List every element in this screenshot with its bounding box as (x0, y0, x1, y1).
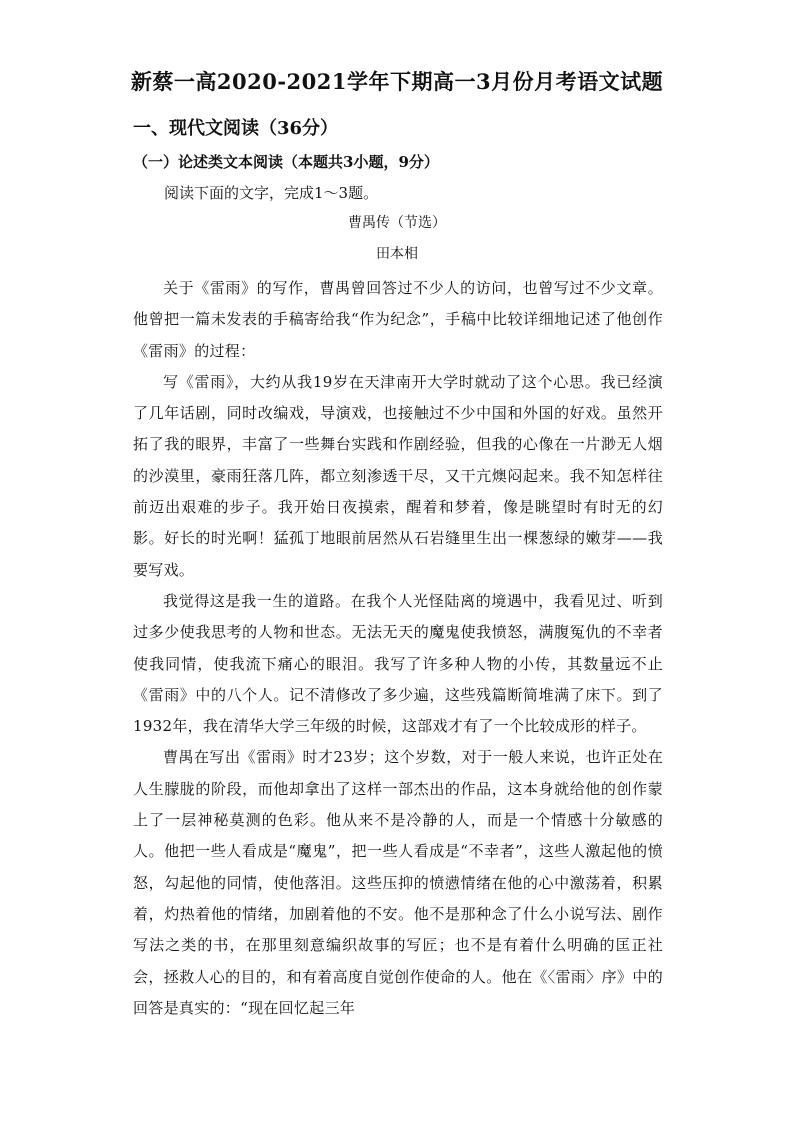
exam-title: 新蔡一高2020-2021学年下期高一3月份月考语文试题 (130, 69, 664, 94)
paragraph-3: 我觉得这是我一生的道路。在我个人光怪陆离的境遇中，我看见过、听到过多少使我思考的人物和世态。无法无天的魔鬼使我愤怒，满腹冤仇的不幸者使我同情，使我流下痛心的眼泪。我写了许多种人物的小传，其数量远不止《雷雨》中的八个人。记不清修改了多少遍，这些残篇断简堆满了床下。到了1932年，我在清华大学三年级的时候，这部戏才有了一个比较成形的样子。 (133, 591, 663, 736)
article-title: 曹禺传（节选） (348, 215, 446, 231)
section-heading: 一、现代文阅读（36分） (133, 118, 339, 139)
reading-instruction: 阅读下面的文字，完成1～3题。 (164, 184, 379, 202)
article-author: 田本相 (376, 246, 418, 262)
paragraph-2: 写《雷雨》，大约从我19岁在天津南开大学时就动了这个心思。我已经演了几年话剧，同时改编戏，导演戏，也接触过不少中国和外国的好戏。虽然开拓了我的眼界，丰富了一些舞台实践和作剧经验，但我的心像在一片渺无人烟的沙漠里，豪雨狂落几阵，都立刻渗透干尽，又干亢燠闷起来。我不知怎样往前迈出艰难的步子。我开始日夜摸索，醒着和梦着，像是眺望时有时无的幻影。好长的时光啊！猛孤丁地眼前居然从石岩缝里生出一棵葱绿的嫩芽——我要写戏。 (133, 372, 663, 579)
subsection-heading: （一）论述类文本阅读（本题共3小题，9分） (133, 153, 439, 171)
article-body (133, 273, 663, 1024)
paragraph-4: 曹禺在写出《雷雨》时才23岁；这个岁数，对于一般人来说，也许正处在人生朦胧的阶段，而他却拿出了这样一部杰出的作品，这本身就给他的创作蒙上了一层神秘莫测的色彩。他从来不是冷静的人，而是一个情感十分敏感的人。他把一些人看成是“魔鬼”，把一些人看成是“不幸者”，这些人激起他的愤怒，勾起他的同情，使他落泪。这些压抑的愤懑情绪在他的心中激荡着，积累着，灼热着他的情绪，加剧着他的不安。他不是那种念了什么小说写法、剧作写法之类的书，在那里刻意编织故事的写匠；也不是有着什么明确的匡正社会，拯救人心的目的，和有着高度自觉创作使命的人。他在《〈雷雨〉序》中的回答是真实的：“现在回忆起三年 (133, 748, 663, 1017)
paragraph-1: 关于《雷雨》的写作，曹禺曾回答过不少人的访问，也曾写过不少文章。他曾把一篇未发表的手稿寄给我“作为纪念”，手稿中比较详细地记述了他创作《雷雨》的过程： (133, 279, 663, 360)
